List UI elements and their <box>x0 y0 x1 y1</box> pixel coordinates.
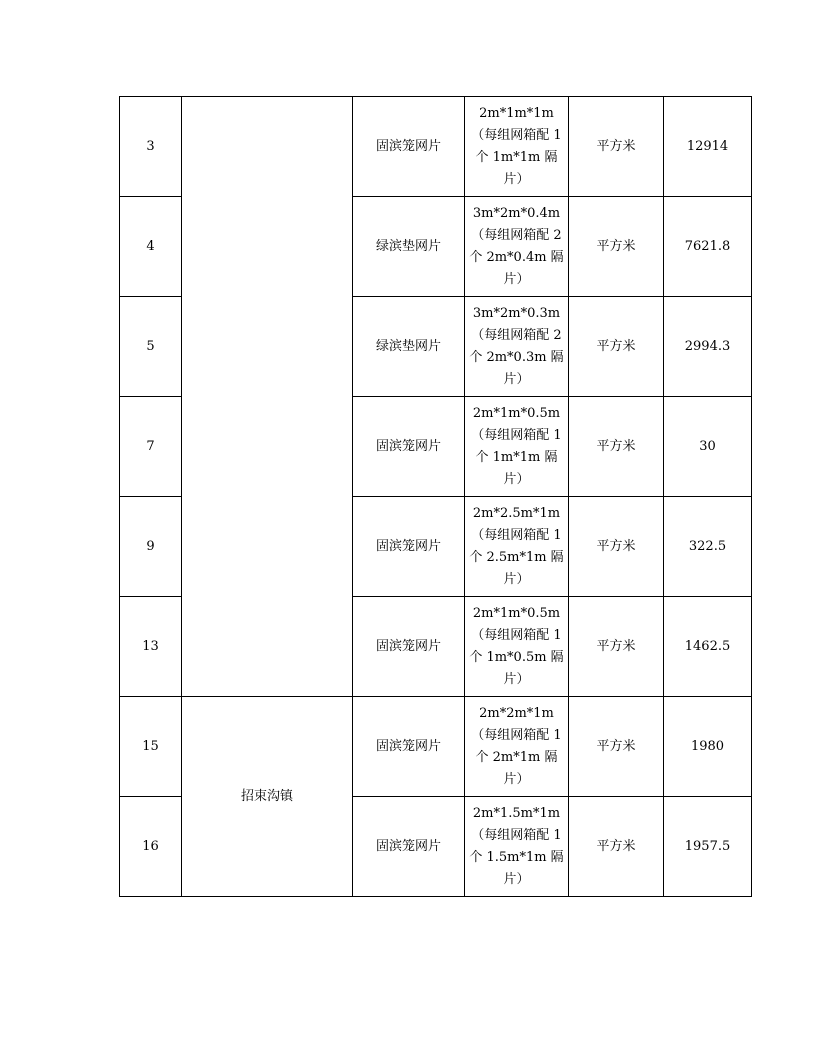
row-number: 7 <box>120 397 182 497</box>
material-name: 固滨笼网片 <box>353 497 465 597</box>
row-number: 15 <box>120 697 182 797</box>
material-name: 固滨笼网片 <box>353 697 465 797</box>
quantity: 1957.5 <box>664 797 752 897</box>
material-spec: 2m*1m*0.5m（每组网箱配 1 个 1m*0.5m 隔片） <box>465 597 569 697</box>
material-spec: 3m*2m*0.4m（每组网箱配 2 个 2m*0.4m 隔片） <box>465 197 569 297</box>
material-spec: 2m*2.5m*1m（每组网箱配 1 个 2.5m*1m 隔片） <box>465 497 569 597</box>
quantity: 30 <box>664 397 752 497</box>
material-spec: 2m*1m*0.5m（每组网箱配 1 个 1m*1m 隔片） <box>465 397 569 497</box>
material-name: 绿滨垫网片 <box>353 297 465 397</box>
unit: 平方米 <box>569 97 664 197</box>
unit: 平方米 <box>569 497 664 597</box>
table-row <box>120 97 752 197</box>
row-number: 3 <box>120 97 182 197</box>
unit: 平方米 <box>569 597 664 697</box>
row-number: 9 <box>120 497 182 597</box>
row-number: 16 <box>120 797 182 897</box>
material-name: 绿滨垫网片 <box>353 197 465 297</box>
material-spec: 2m*1m*1m（每组网箱配 1 个 1m*1m 隔片） <box>465 97 569 197</box>
quantity: 2994.3 <box>664 297 752 397</box>
materials-table <box>119 96 752 897</box>
table-row <box>120 697 752 797</box>
unit: 平方米 <box>569 697 664 797</box>
material-spec: 2m*1.5m*1m（每组网箱配 1 个 1.5m*1m 隔片） <box>465 797 569 897</box>
material-name: 固滨笼网片 <box>353 797 465 897</box>
material-name: 固滨笼网片 <box>353 397 465 497</box>
unit: 平方米 <box>569 397 664 497</box>
row-number: 5 <box>120 297 182 397</box>
row-number: 13 <box>120 597 182 697</box>
quantity: 1980 <box>664 697 752 797</box>
quantity: 322.5 <box>664 497 752 597</box>
location-cell-town: 招束沟镇 <box>182 697 353 897</box>
unit: 平方米 <box>569 797 664 897</box>
unit: 平方米 <box>569 197 664 297</box>
quantity: 12914 <box>664 97 752 197</box>
material-name: 固滨笼网片 <box>353 97 465 197</box>
location-cell-blank <box>182 97 353 697</box>
quantity: 1462.5 <box>664 597 752 697</box>
material-spec: 2m*2m*1m（每组网箱配 1 个 2m*1m 隔片） <box>465 697 569 797</box>
material-spec: 3m*2m*0.3m（每组网箱配 2 个 2m*0.3m 隔片） <box>465 297 569 397</box>
unit: 平方米 <box>569 297 664 397</box>
quantity: 7621.8 <box>664 197 752 297</box>
material-name: 固滨笼网片 <box>353 597 465 697</box>
row-number: 4 <box>120 197 182 297</box>
